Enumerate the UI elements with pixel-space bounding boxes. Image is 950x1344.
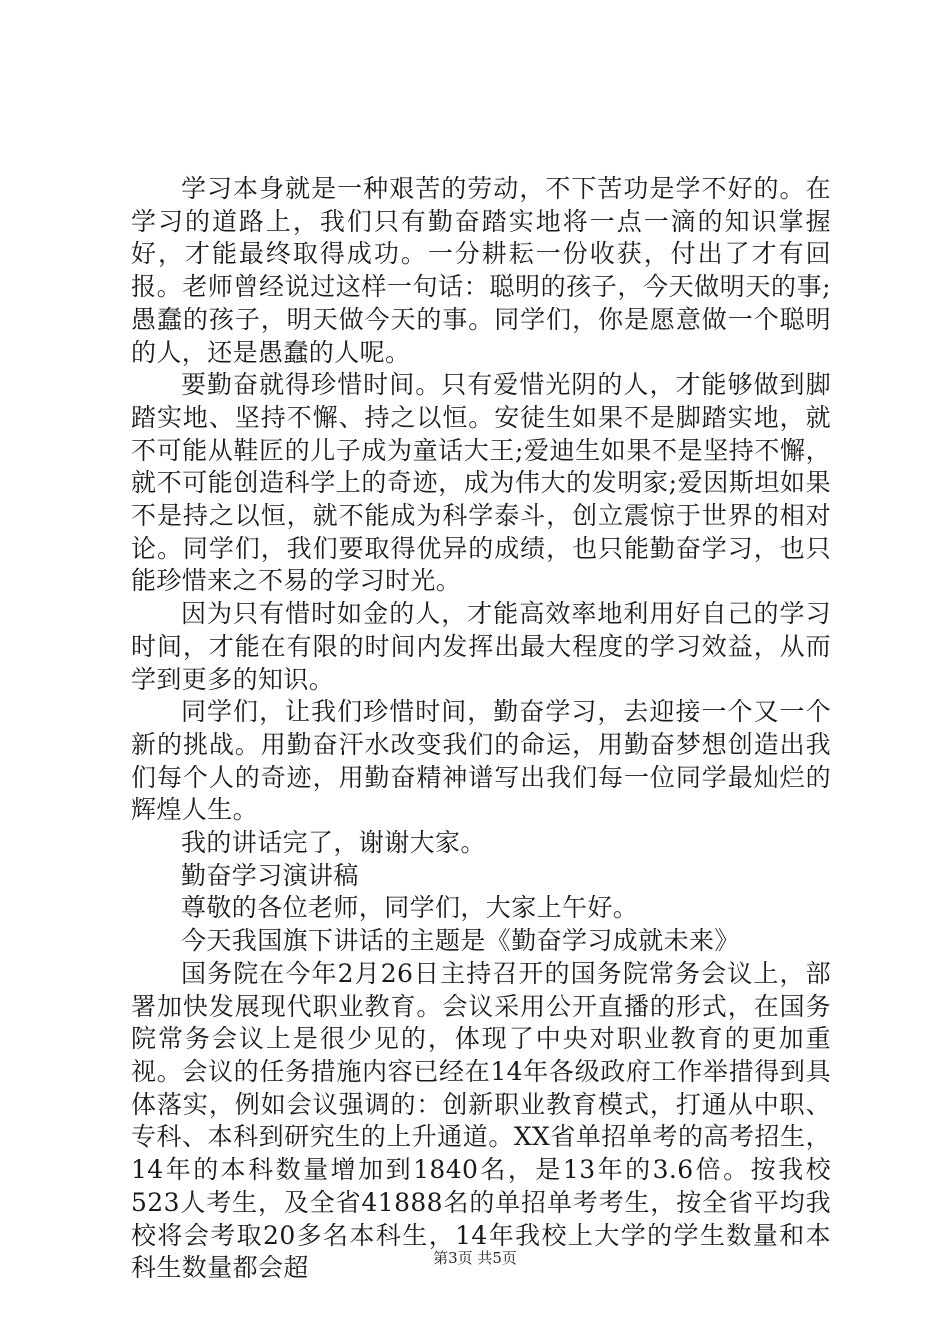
page-number-footer: 第3页 共5页 (433, 1249, 517, 1267)
paragraph-cherish-time: 要勤奋就得珍惜时间。只有爱惜光阴的人，才能够做到脚踏实地、坚持不懈、持之以恒。安徒生如果不是脚踏实地，就不可能从鞋匠的儿子成为童话大王;爱迪生如果不是坚持不懈，就不可能创造科学上的奇迹，成为伟大的发明家;爱因斯坦如果不是持之以恒，就不能成为科学泰斗，创立震惊于世界的相对论。同学们，我们要取得优异的成绩，也只能勤奋学习，也只能珍惜来之不易的学习时光。 (131, 370, 831, 596)
paragraph-closing-thanks: 我的讲话完了，谢谢大家。 (181, 828, 486, 858)
speech-title: 勤奋学习演讲稿 (181, 860, 359, 890)
paragraph-greeting: 尊敬的各位老师，同学们，大家上午好。 (181, 893, 639, 923)
paragraph-state-council-meeting: 国务院在今年2月26日主持召开的国务院常务会议上，部署加快发展现代职业教育。会议采用公开直播的形式，在国务院常务会议上是很少见的，体现了中央对职业教育的更加重视。会议的任务措施内容已经在14年各级政府工作举措得到具体落实，例如会议强调的：创新职业教育模式，打通从中职、专科、本科到研究生的上升通道。XX省单招单考的高考招生，14年的本科数量增加到1840名，是13年的3.6倍。按我校523人考生，及全省41888名的单招单考考生，按全省平均我校将会考取20多名本科生，14年我校上大学的学生数量和本科生数量都会超 (131, 958, 831, 1283)
paragraph-value-time: 因为只有惜时如金的人，才能高效率地利用好自己的学习时间，才能在有限的时间内发挥出最大程度的学习效益，从而学到更多的知识。 (131, 599, 831, 694)
paragraph-speech-theme: 今天我国旗下讲话的主题是《勤奋学习成就未来》 (181, 926, 740, 956)
paragraph-call-to-action: 同学们，让我们珍惜时间，勤奋学习，去迎接一个又一个新的挑战。用勤奋汗水改变我们的命运，用勤奋梦想创造出我们每个人的奇迹，用勤奋精神谱写出我们每一位同学最灿烂的辉煌人生。 (131, 697, 831, 825)
document-body (131, 173, 831, 1285)
paragraph-study-hard-work: 学习本身就是一种艰苦的劳动，不下苦功是学不好的。在学习的道路上，我们只有勤奋踏实地将一点一滴的知识掌握好，才能最终取得成功。一分耕耘一份收获，付出了才有回报。老师曾经说过这样一句话：聪明的孩子，今天做明天的事;愚蠢的孩子，明天做今天的事。同学们，你是愿意做一个聪明的人，还是愚蠢的人呢。 (131, 174, 831, 367)
